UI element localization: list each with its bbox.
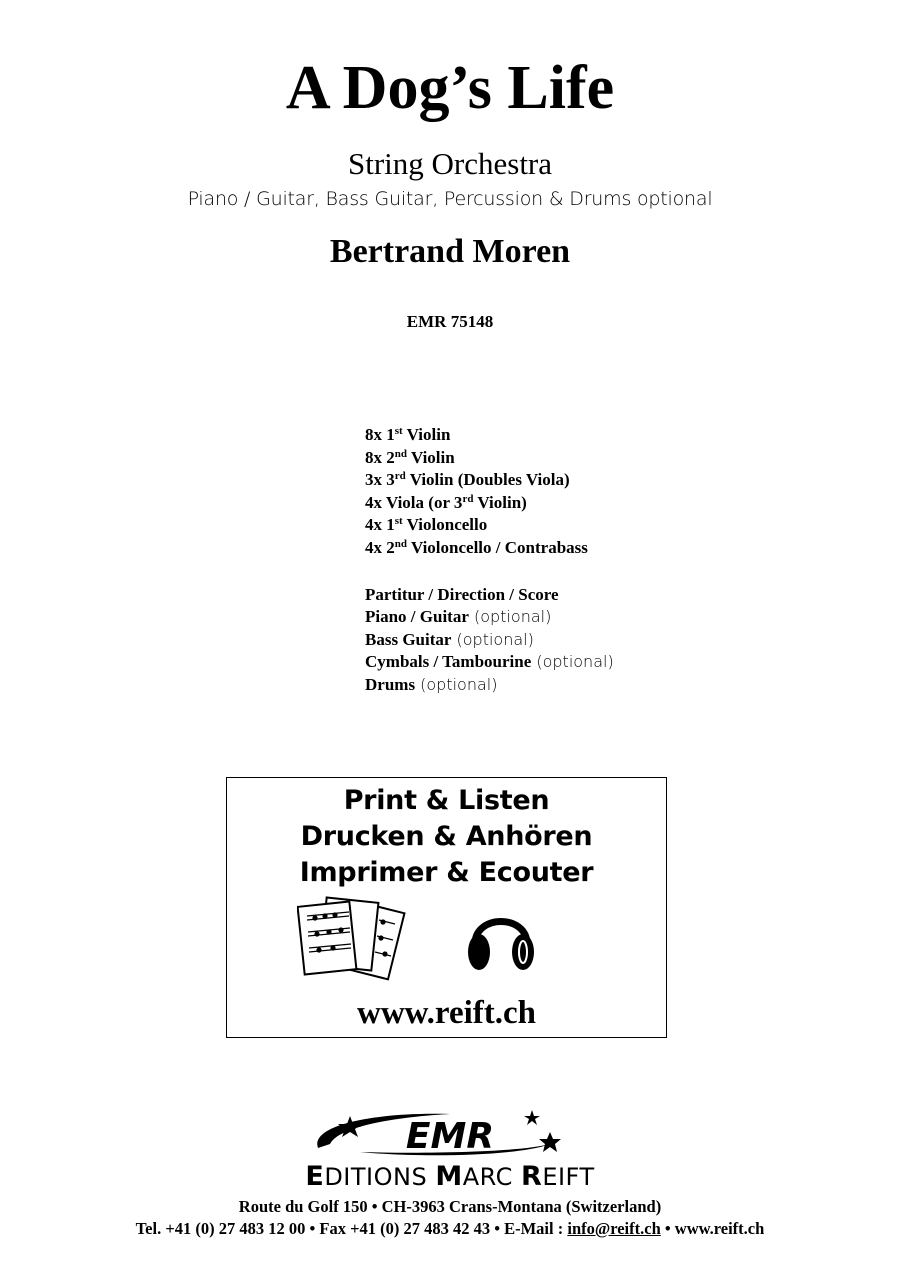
promo-line-en: Print & Listen — [343, 785, 550, 816]
publisher-name: EDITIONS MARC REIFT — [305, 1161, 595, 1192]
publisher-address: Route du Golf 150 • CH-3963 Crans-Montana (Switzerland) — [238, 1197, 662, 1216]
instrumentation-line: Piano / Guitar, Bass Guitar, Percussion & Drums optional — [187, 188, 713, 210]
string-part: 8x 1st Violin — [365, 425, 451, 444]
other-part: Partitur / Direction / Score — [365, 584, 559, 604]
publisher-contact: Tel. +41 (0) 27 483 12 00 • Fax +41 (0) 27 483 42 43 • E-Mail : info@reift.ch • www.reift.ch — [135, 1219, 765, 1238]
page-title: A Dog’s Life — [285, 54, 615, 122]
string-part: 8x 2nd Violin — [365, 447, 455, 467]
promo-line-de: Drucken & Anhören — [300, 821, 593, 852]
emr-logo — [300, 1108, 600, 1160]
headphones-icon — [465, 900, 537, 974]
other-part: Bass Guitar (optional) — [365, 629, 534, 649]
parts-list — [365, 424, 614, 697]
other-part: Drums (optional) — [365, 674, 498, 694]
promo-icons — [297, 896, 597, 986]
sheet-music-icon — [297, 896, 417, 986]
other-part: Piano / Guitar (optional) — [365, 607, 552, 627]
subtitle: String Orchestra — [347, 146, 553, 181]
composer: Bertrand Moren — [329, 233, 571, 270]
string-part: 4x Viola (or 3rd Violin) — [365, 492, 527, 512]
svg-text:EMR: EMR — [405, 1116, 495, 1157]
print-listen-box — [226, 777, 667, 1038]
string-part: 4x 2nd Violoncello / Contrabass — [365, 537, 588, 557]
string-part: 3x 3rd Violin (Doubles Viola) — [365, 470, 570, 490]
promo-line-fr: Imprimer & Ecouter — [299, 857, 594, 888]
email-link[interactable]: info@reift.ch — [567, 1219, 661, 1238]
promo-url: www.reift.ch — [356, 995, 537, 1031]
other-part: Cymbals / Tambourine (optional) — [365, 652, 614, 672]
catalog-number: EMR 75148 — [406, 312, 494, 331]
string-part: 4x 1st Violoncello — [365, 515, 488, 535]
